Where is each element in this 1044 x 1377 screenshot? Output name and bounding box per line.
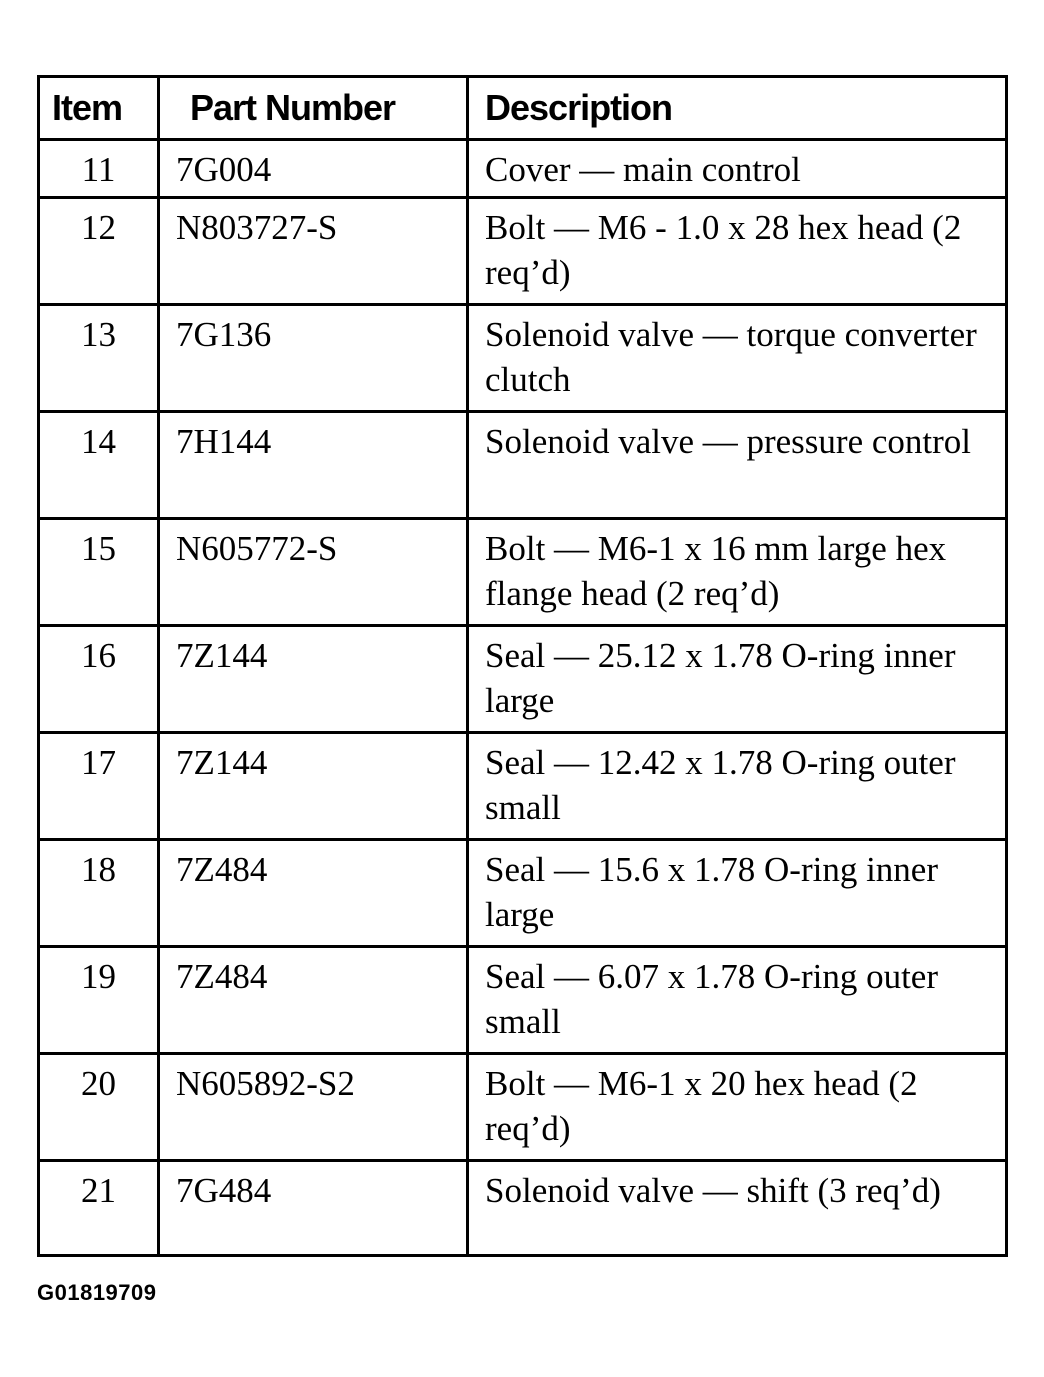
description-cell: Seal — 15.6 x 1.78 O-ring inner large: [468, 840, 1007, 947]
part-number-cell: 7Z484: [159, 947, 468, 1054]
item-cell: 18: [39, 840, 159, 947]
parts-table: [37, 75, 1008, 1257]
table-row: [39, 140, 1007, 198]
table-row: [39, 412, 1007, 519]
table-row: [39, 305, 1007, 412]
description-cell: Cover — main control: [468, 140, 1007, 198]
header-description: Description: [468, 77, 1007, 140]
part-number-cell: 7G136: [159, 305, 468, 412]
part-number-cell: 7G484: [159, 1161, 468, 1256]
table-row: [39, 840, 1007, 947]
header-part-number: Part Number: [159, 77, 468, 140]
table-row: [39, 198, 1007, 305]
table-row: [39, 1054, 1007, 1161]
part-number-cell: 7G004: [159, 140, 468, 198]
item-cell: 21: [39, 1161, 159, 1256]
description-cell: Bolt — M6 - 1.0 x 28 hex head (2 req’d): [468, 198, 1007, 305]
description-cell: Seal — 12.42 x 1.78 O-ring outer small: [468, 733, 1007, 840]
description-cell: Solenoid valve — torque converter clutch: [468, 305, 1007, 412]
description-cell: Seal — 25.12 x 1.78 O-ring inner large: [468, 626, 1007, 733]
table-row: [39, 1161, 1007, 1256]
item-cell: 12: [39, 198, 159, 305]
part-number-cell: N605892-S2: [159, 1054, 468, 1161]
table-row: [39, 519, 1007, 626]
description-cell: Solenoid valve — shift (3 req’d): [468, 1161, 1007, 1256]
item-cell: 19: [39, 947, 159, 1054]
description-cell: Bolt — M6-1 x 20 hex head (2 req’d): [468, 1054, 1007, 1161]
part-number-cell: N605772-S: [159, 519, 468, 626]
part-number-cell: 7Z144: [159, 733, 468, 840]
part-number-cell: N803727-S: [159, 198, 468, 305]
item-cell: 14: [39, 412, 159, 519]
description-cell: Solenoid valve — pressure control: [468, 412, 1007, 519]
item-cell: 15: [39, 519, 159, 626]
item-cell: 20: [39, 1054, 159, 1161]
description-cell: Seal — 6.07 x 1.78 O-ring outer small: [468, 947, 1007, 1054]
part-number-cell: 7Z484: [159, 840, 468, 947]
item-cell: 13: [39, 305, 159, 412]
header-row: [39, 77, 1007, 140]
description-cell: Bolt — M6-1 x 16 mm large hex flange head (2 req’d): [468, 519, 1007, 626]
table-row: [39, 626, 1007, 733]
part-number-cell: 7H144: [159, 412, 468, 519]
item-cell: 17: [39, 733, 159, 840]
item-cell: 16: [39, 626, 159, 733]
figure-id: G01819709: [37, 1280, 157, 1305]
table-row: [39, 733, 1007, 840]
part-number-cell: 7Z144: [159, 626, 468, 733]
table-row: [39, 947, 1007, 1054]
item-cell: 11: [39, 140, 159, 198]
header-item: Item: [39, 77, 159, 140]
